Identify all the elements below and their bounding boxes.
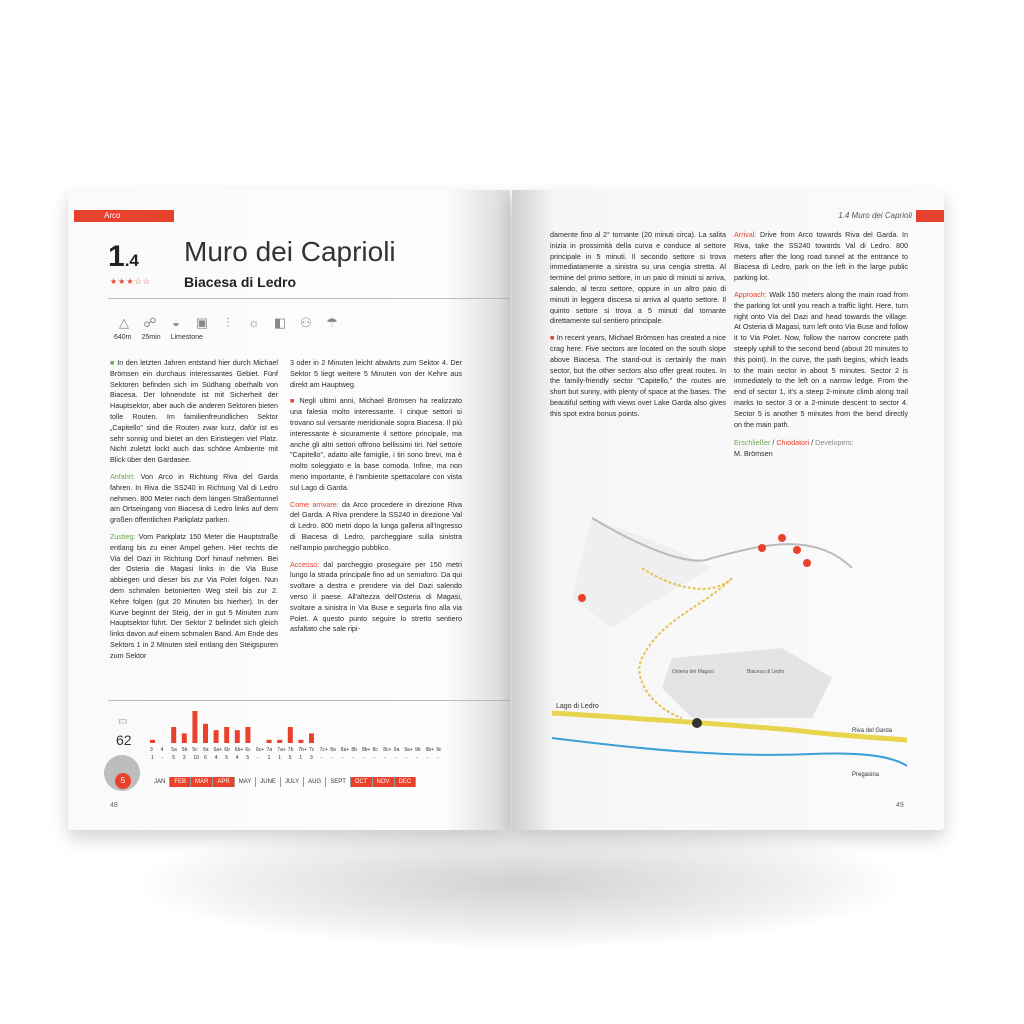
paragraph-text: Walk 150 meters along the main road from the parking lot until you reach a traffic light. Here, turn right onto Via del Dazi and head towards the village. At Osteria di Magasi, turn left onto Via Buse and follow it to Via Polet. Now, follow the narrow concrete path steeply uphill to the second bend (about 20 minutes to this point). In the curve, the path begins, which leads to the main sector in about 5 minutes. Sector 2 is immediately to the left on a narrow ledge. From the end of sector 1, it's a steep 2-minute climb along trail marks to sector 3 or a 2-minute descent to sector 4. Sector 5 is another 5 minutes from the bend directly on the main path. <box>734 289 909 429</box>
month-nov: NOV <box>373 777 395 787</box>
sector-marker-icon <box>778 534 786 542</box>
grade-tick-label: 5b <box>181 747 188 753</box>
paragraph-text: Negli ultimi anni, Michael Brömsen ha realizzato una falesia molto interessante. I cinque settori si trovano sul versante meridionale sopra Biacesa. Il più interessante è sicuramente il settore principale, ma anche gli altri settori offrono bellissimi tiri. Nel settore "Capitello", adatto alle famiglie, i tiri sono brevi, ma è molto soleggiato e la base comoda. Infine, ma non meno importante, è l'ambiente spettacolare con vista sul Lago di Garda. <box>290 396 462 492</box>
month-strip <box>150 777 416 787</box>
grade-count-label: - <box>405 755 408 761</box>
map-label-biacesa: Biacesa di Ledro <box>747 669 785 675</box>
grade-tick-label: 6a+ <box>213 747 223 753</box>
paragraph <box>290 500 462 554</box>
grade-count-label: - <box>363 755 365 761</box>
parking-icon <box>692 718 702 728</box>
section-marker <box>916 210 944 222</box>
text-column-1 <box>110 358 278 668</box>
paragraph <box>550 333 726 419</box>
rain-icon: ☂ <box>326 315 338 330</box>
sector-badge: 5 <box>115 773 131 789</box>
grade-bar <box>214 730 219 743</box>
parking-icon: ▣ <box>195 315 209 330</box>
grade-count-label: - <box>352 755 355 761</box>
grade-count-label: 1 <box>299 755 303 761</box>
page-number: 49 <box>896 802 904 809</box>
grade-bar <box>309 733 314 743</box>
month-oct: OCT <box>351 777 373 787</box>
stats-row <box>114 334 203 341</box>
grade-tick-label: 9c <box>436 747 442 753</box>
grade-tick-label: 6b+ <box>234 747 244 753</box>
grade-tick-label: 9a <box>393 747 400 753</box>
grade-tick-label: 6a <box>203 747 209 753</box>
grade-bar <box>192 711 197 743</box>
divider <box>108 700 510 701</box>
paragraph <box>110 532 278 662</box>
book-shadow <box>140 818 900 948</box>
grade-tick-label: 5c <box>192 747 198 753</box>
grade-bar <box>171 727 176 743</box>
grade-bar <box>203 724 208 743</box>
car-icon: ◒ <box>172 315 180 330</box>
month-may: MAY <box>235 777 257 787</box>
grade-count-label: - <box>437 755 439 761</box>
grade-count-label: - <box>257 755 259 761</box>
quickdraw-icon: ⫶ <box>226 315 230 330</box>
grade-bar <box>235 730 240 743</box>
grade-count-label: - <box>426 755 429 761</box>
sector-marker-icon <box>793 546 801 554</box>
paragraph <box>290 560 462 636</box>
info-icons <box>116 315 340 331</box>
page-number: 48 <box>110 802 118 809</box>
grade-count-label: - <box>331 755 333 761</box>
paragraph-label: Anfahrt: <box>110 471 136 481</box>
grade-tick-label: 5a <box>171 747 177 753</box>
developers: Erschließer / Chiodatori / Developers: M. Brömsen <box>734 438 854 459</box>
grade-count-label: 5 <box>172 755 175 761</box>
grade-tick-label: 4 <box>160 747 164 753</box>
grade-count-label: 5 <box>225 755 228 761</box>
stat-rock: Limestone <box>170 334 203 341</box>
paragraph-label: Zustieg: <box>110 531 136 541</box>
grade-tick-label: 7c+ <box>319 747 328 753</box>
grade-count-label: - <box>416 755 418 761</box>
shade-icon: ◧ <box>273 315 287 330</box>
developers-label-de: Erschließer <box>734 438 771 448</box>
route-number-main: 1 <box>108 240 125 273</box>
paragraph <box>290 396 462 493</box>
grade-count-label: 5 <box>246 755 250 761</box>
paragraph-text: In recent years, Michael Brömsen has created a nice crag here. Five sectors are located on the south slope above Biacesa. The stand-out is certainly the main sector, but the other sectors also offer great routes. In the family-friendly sector "Capitello," the routes are short but sunny, with plenty of space at the bases. The beautiful setting with views over Lake Garda also gives this spot extra bonus points. <box>550 333 726 418</box>
page-title: Muro dei Caprioli <box>184 236 396 267</box>
grade-count-label: - <box>320 755 323 761</box>
paragraph-label: Arrival: <box>734 230 757 239</box>
month-june: JUNE <box>256 777 281 787</box>
map-label-osteria: Osteria dei Magasi <box>672 669 714 675</box>
paragraph-text: Drive from Arco towards Riva del Garda. In Riva, take the SS240 towards Val di Ledro. 800 meters after the long road tunnel at the entrance to Biacesa di Ledro, park on the left in the large public parking lot. <box>734 230 908 283</box>
map-label-lago-di-ledro: Lago di Ledro <box>556 703 599 710</box>
paragraph <box>734 290 908 430</box>
route-icon: ▭ <box>118 716 128 727</box>
grade-count-label: 1 <box>267 755 271 761</box>
grade-tick-label: 8b <box>351 747 357 753</box>
grade-tick-label: 7b+ <box>298 747 307 753</box>
month-jan: JAN <box>150 777 170 787</box>
grade-tick-label: 8a <box>330 747 336 753</box>
sun-icon: ☼ <box>248 315 260 330</box>
grade-count-label: 3 <box>182 755 186 761</box>
grade-tick-label: 7b <box>287 747 294 753</box>
month-dec: DEC <box>395 777 417 787</box>
bullet-icon: ■ <box>290 396 300 406</box>
right-page <box>512 190 944 830</box>
month-feb: FEB <box>170 777 191 787</box>
grade-count-label: 10 <box>193 755 199 761</box>
grade-bar <box>288 727 293 743</box>
route-count: 62 <box>116 732 132 748</box>
grade-tick-label: 9a+ <box>404 747 413 753</box>
grade-bar <box>267 740 272 743</box>
grade-tick-label: 6c <box>245 747 251 753</box>
bullet-icon: ■ <box>550 333 557 343</box>
grade-chart <box>148 705 468 775</box>
section-title: 1.4 Muro dei Caprioli <box>838 211 912 220</box>
grade-bar <box>224 727 229 743</box>
developers-label-en: Developers: <box>815 438 854 448</box>
paragraph-text: da Arco procedere in direzione Riva del Garda. A Riva prendere la SS240 in direzione Val di Ledro. 800 metri dopo la lunga galleria all'ingresso di Biacesa di Ledro, parcheggiare sulla sinistra nell'ampio parcheggio pubblico. <box>290 499 463 552</box>
paragraph <box>550 230 726 327</box>
paragraph-label: Approach: <box>734 289 767 299</box>
grade-tick-label: 8a+ <box>340 747 350 753</box>
paragraph-text: damente fino al 2° tornante (20 minuti circa). La salita inizia in prossimità della curva e conduce al settore principale in 5 minuti. Il secondo settore si trova immediatamente a sinistra su una cengia stretta. Al termine del primo settore, in un paio di minuti si arriva, salendo, al terzo settore, oppure in un altro paio di minuti in leggera discesa si arriva al quarto settore. Il quinto settore si trova a 5 minuti dal tornante direttamente sul sentiero principale. <box>550 230 726 326</box>
grade-count-label: 4 <box>235 755 239 761</box>
rating-stars: ★★★☆☆ <box>110 277 151 286</box>
route-number-sub: .4 <box>124 251 139 270</box>
grade-tick-label: 8b+ <box>362 747 371 753</box>
sector-marker-icon <box>758 544 766 552</box>
grade-count-label: 5 <box>288 755 292 761</box>
grade-count-label: 1 <box>278 755 281 761</box>
grade-bar <box>277 740 282 743</box>
paragraph <box>290 358 462 390</box>
grade-bar <box>150 740 155 743</box>
grade-tick-label: 8c <box>372 747 378 753</box>
grade-tick-label: 7a <box>266 747 273 753</box>
grade-bar <box>298 740 303 743</box>
grade-tick-label: 9b <box>415 747 421 753</box>
walker-icon: ☍ <box>143 315 157 330</box>
text-column-2 <box>290 358 462 641</box>
grade-tick-label: 3 <box>150 747 153 753</box>
grade-tick-label: 7a+ <box>277 747 286 753</box>
grade-tick-label: 6b <box>224 747 230 753</box>
developers-label-it: Chiodatori <box>776 438 810 448</box>
paragraph-label: Accesso: <box>290 559 320 569</box>
sector-marker-icon <box>803 559 811 567</box>
grade-tick-label: 6c+ <box>256 747 265 753</box>
grade-bar <box>182 733 187 743</box>
route-number <box>108 240 139 274</box>
month-apr: APR <box>213 777 234 787</box>
paragraph <box>110 358 278 466</box>
paragraph-text: dal parcheggio proseguire per 150 metri lungo la strada principale fino ad un semaforo. Da qui svoltare a destra e prendere via del Dazi salendo verso il paese. All'altezza dell'Osteria di Magasi, svoltare a sinistra in Via Buse e seguirla fino alla via Polet. A questo punto seguire lo stretto sentiero asfaltato che sale ripi- <box>290 559 462 634</box>
grade-count-label: 4 <box>214 755 218 761</box>
paragraph-label: Come arrivare: <box>290 499 339 509</box>
grade-count-label: 1 <box>151 755 154 761</box>
grade-count-label: - <box>384 755 386 761</box>
paragraph-text: Von Arco in Richtung Riva del Garda fahren. In Riva die SS240 in Richtung Val di Ledro nehmen. 800 Meter nach dem langen Straßentunnel am Ortseingang von Biacesa di Ledro links auf dem großen öffentlichen Parkplatz parken. <box>110 471 278 525</box>
grade-count-label: 3 <box>310 755 313 761</box>
paragraph-text: In den letzten Jahren entstand hier durch Michael Brömsen ein durchaus interessantes Gebiet. Fünf Sektoren befinden sich im Südhang oberhalb von Biacesa. Der lohnendste ist mit Sicherheit der Hauptsektor, aber auch die anderen Sektoren bieten tolle Routen. Im familienfreundlichen Sektor „Capitello" sind die Routen zwar kurz, dafür ist es sehr sonnig und bietet an den Einstiegen viel Platz. Nicht zuletzt lockt auch das schöne Ambiente mit Blick über den Gardasee. <box>110 358 278 465</box>
map-river <box>552 738 907 766</box>
page-subtitle: Biacesa di Ledro <box>184 274 297 290</box>
map-label-pregasina: Pregasina <box>852 772 880 778</box>
text-column-4 <box>734 230 908 466</box>
grade-count-label: 6 <box>204 755 207 761</box>
map-terrain <box>572 518 712 628</box>
grade-count-label: - <box>341 755 344 761</box>
grade-count-label: - <box>394 755 397 761</box>
map-label-riva: Riva del Garda <box>852 728 893 734</box>
text-column-3 <box>550 230 726 426</box>
left-page <box>68 190 510 830</box>
paragraph-text: Vom Parkplatz 150 Meter die Hauptstraße entlang bis zu einer Ampel gehen. Hier rechts die Via del Dazi in Richtung Dorf hinauf nehmen. Bei der Osteria die Magasi links in die Via Buse abbiegen und dieser bis zur Via Polet folgen. Nun dem schmalen betonierten Weg steil bis zur 2. Kehre folgen (gut 20 Minuten bis hierher). In der Kurve beginnt der Steig, der in gut 5 Minuten zum Hauptsektor führt. Der Sektor 2 befindet sich gleich links davon auf einem schmalen Band. Am Ende des Sektors 1 in 2 Minuten steil entlang den Steigspuren zum Sektor <box>110 531 278 660</box>
grade-tick-label: 7c <box>309 747 315 753</box>
paragraph <box>734 230 908 284</box>
month-mar: MAR <box>191 777 213 787</box>
family-icon: ⚇ <box>300 315 312 330</box>
stat-altitude: 640m <box>114 334 132 341</box>
month-sept: SEPT <box>326 777 351 787</box>
paragraph-text: 3 oder in 2 Minuten leicht abwärts zum Sektor 4. Der Sektor 5 liegt weitere 5 Minuten von der Kehre aus direkt am Hauptweg. <box>290 358 462 389</box>
month-july: JULY <box>281 777 304 787</box>
altitude-icon: △ <box>119 315 129 330</box>
approach-map <box>552 508 907 788</box>
grade-tick-label: 9b+ <box>425 747 435 753</box>
developers-name: M. Brömsen <box>734 449 773 459</box>
section-bar: Arco <box>74 210 174 222</box>
grade-bar <box>245 727 250 743</box>
paragraph <box>110 472 278 526</box>
month-aug: AUG <box>304 777 326 787</box>
grade-count-label: - <box>161 755 164 761</box>
map-village <box>662 648 832 718</box>
bullet-icon: ■ <box>110 358 118 367</box>
grade-tick-label: 8c+ <box>383 747 392 753</box>
grade-count-label: - <box>373 755 376 761</box>
divider <box>108 298 510 299</box>
sector-marker-icon <box>578 594 586 602</box>
stat-approach-time: 25min <box>141 334 161 341</box>
